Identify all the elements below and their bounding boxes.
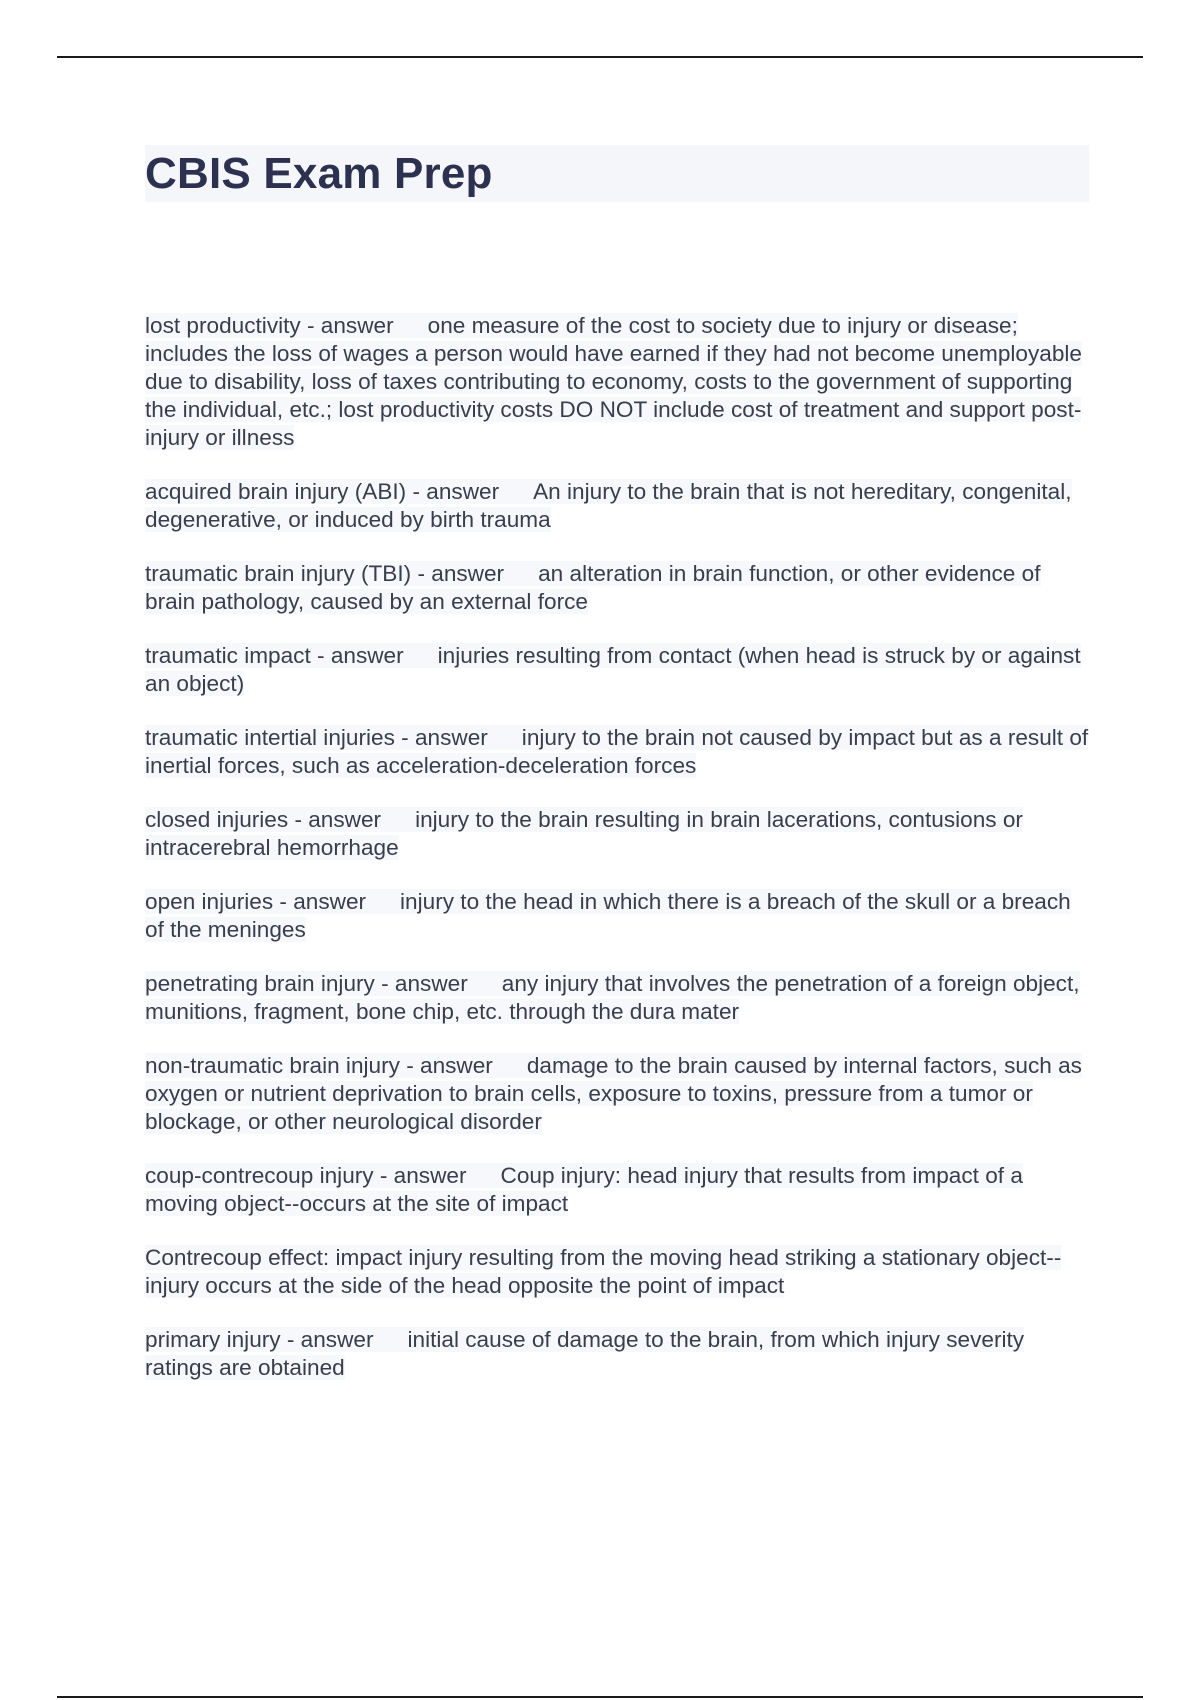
title-block [145,145,1089,202]
definition: injury to the brain resulting in brain lacerations, contusions or intracerebral hemorrhage [145,807,1023,860]
list-item [145,806,1095,862]
list-item [145,560,1095,616]
top-rule [57,56,1143,58]
list-item [145,970,1095,1026]
term: acquired brain injury (ABI) - answer [145,479,500,504]
flashcard-list [145,312,1095,1408]
definition: damage to the brain caused by internal factors, such as oxygen or nutrient deprivation to brain cells, exposure to toxins, pressure from a tumor or blockage, or other neurological disorder [145,1053,1082,1134]
term: primary injury - answer [145,1327,374,1352]
list-item [145,1162,1095,1218]
definition: injury to the brain not caused by impact but as a result of inertial forces, such as acceleration-deceleration forces [145,725,1089,778]
list-item [145,312,1095,452]
list-item [145,888,1095,944]
term: lost productivity - answer [145,313,394,338]
term: open injuries - answer [145,889,367,914]
list-item [145,642,1095,698]
definition: one measure of the cost to society due to injury or disease; includes the loss of wages a person would have earned if they had not become unemployable due to disability, loss of taxes contributing to economy, costs to the government of supporting the individual, etc.; lost productivity costs DO NOT include cost of treatment and support post-injury or illness [145,313,1082,450]
list-item [145,1326,1095,1382]
term: penetrating brain injury - answer [145,971,468,996]
term: traumatic brain injury (TBI) - answer [145,561,505,586]
term: non-traumatic brain injury - answer [145,1053,493,1078]
definition: injury to the head in which there is a breach of the skull or a breach of the meninges [145,889,1071,942]
definition: an alteration in brain function, or other evidence of brain pathology, caused by an external force [145,561,1041,614]
term: traumatic impact - answer [145,643,404,668]
bottom-rule [57,1696,1143,1698]
term: coup-contrecoup injury - answer [145,1163,467,1188]
continuation-text: Contrecoup effect: impact injury resulting from the moving head striking a stationary object--injury occurs at the side of the head opposite the point of impact [145,1245,1062,1298]
term: closed injuries - answer [145,807,382,832]
continuation-paragraph [145,1244,1095,1300]
definition: any injury that involves the penetration of a foreign object, munitions, fragment, bone chip, etc. through the dura mater [145,971,1080,1024]
list-item [145,724,1095,780]
definition: initial cause of damage to the brain, from which injury severity ratings are obtained [145,1327,1025,1380]
definition: Coup injury: head injury that results from impact of a moving object--occurs at the site of impact [145,1163,1023,1216]
list-item [145,1052,1095,1136]
term: traumatic intertial injuries - answer [145,725,488,750]
definition: injuries resulting from contact (when head is struck by or against an object) [145,643,1081,696]
definition: An injury to the brain that is not hereditary, congenital, degenerative, or induced by birth trauma [145,479,1072,532]
list-item [145,478,1095,534]
page-title: CBIS Exam Prep [145,149,493,198]
